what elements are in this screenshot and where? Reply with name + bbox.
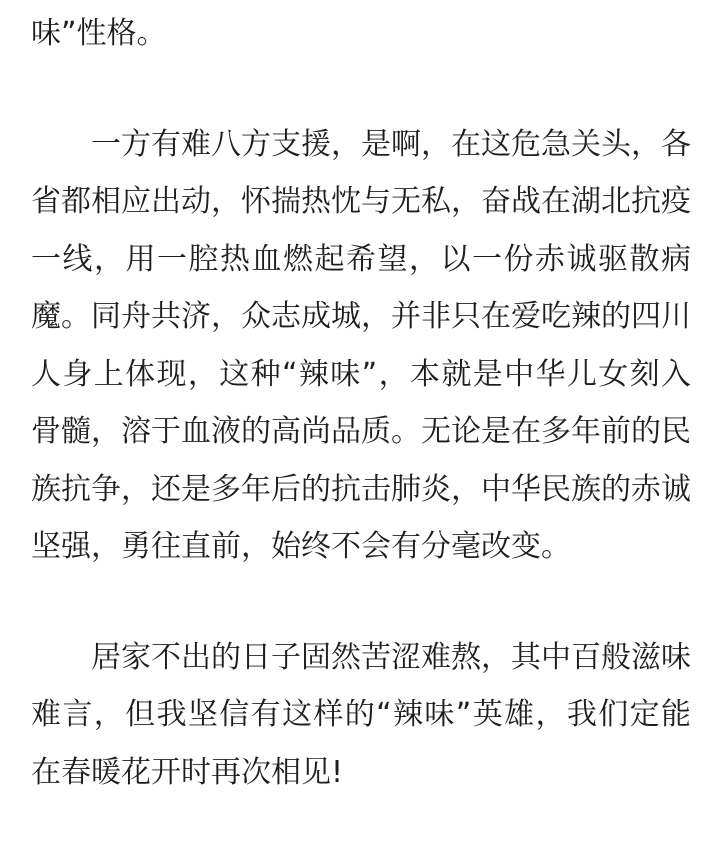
paragraph-support: 一方有难八方支援，是啊，在这危急关头，各省都相应出动，怀揣热忱与无私，奋战在湖北抗疫一线，用一腔热血燃起希望，以一份赤诚驱散病魔。同舟共济，众志成城，并非只在爱吃辣的四川人身上体现，这种“辣味”，本就是中华儿女刻入骨髓，溶于血液的高尚品质。无论是在多年前的民族抗争，还是多年后的抗击肺炎，中华民族的赤诚坚强，勇往直前，始终不会有分毫改变。 [31, 126, 691, 564]
paragraph-closing: 居家不出的日子固然苦涩难熬，其中百般滋味难言，但我坚信有这样的“辣味”英雄，我们定能在春暖花开时再次相见! [31, 639, 691, 790]
paragraph-gap [31, 576, 691, 629]
paragraph-continued: 味”性格。 [31, 16, 167, 51]
paragraph-gap [31, 63, 691, 116]
article-body [31, 0, 691, 801]
